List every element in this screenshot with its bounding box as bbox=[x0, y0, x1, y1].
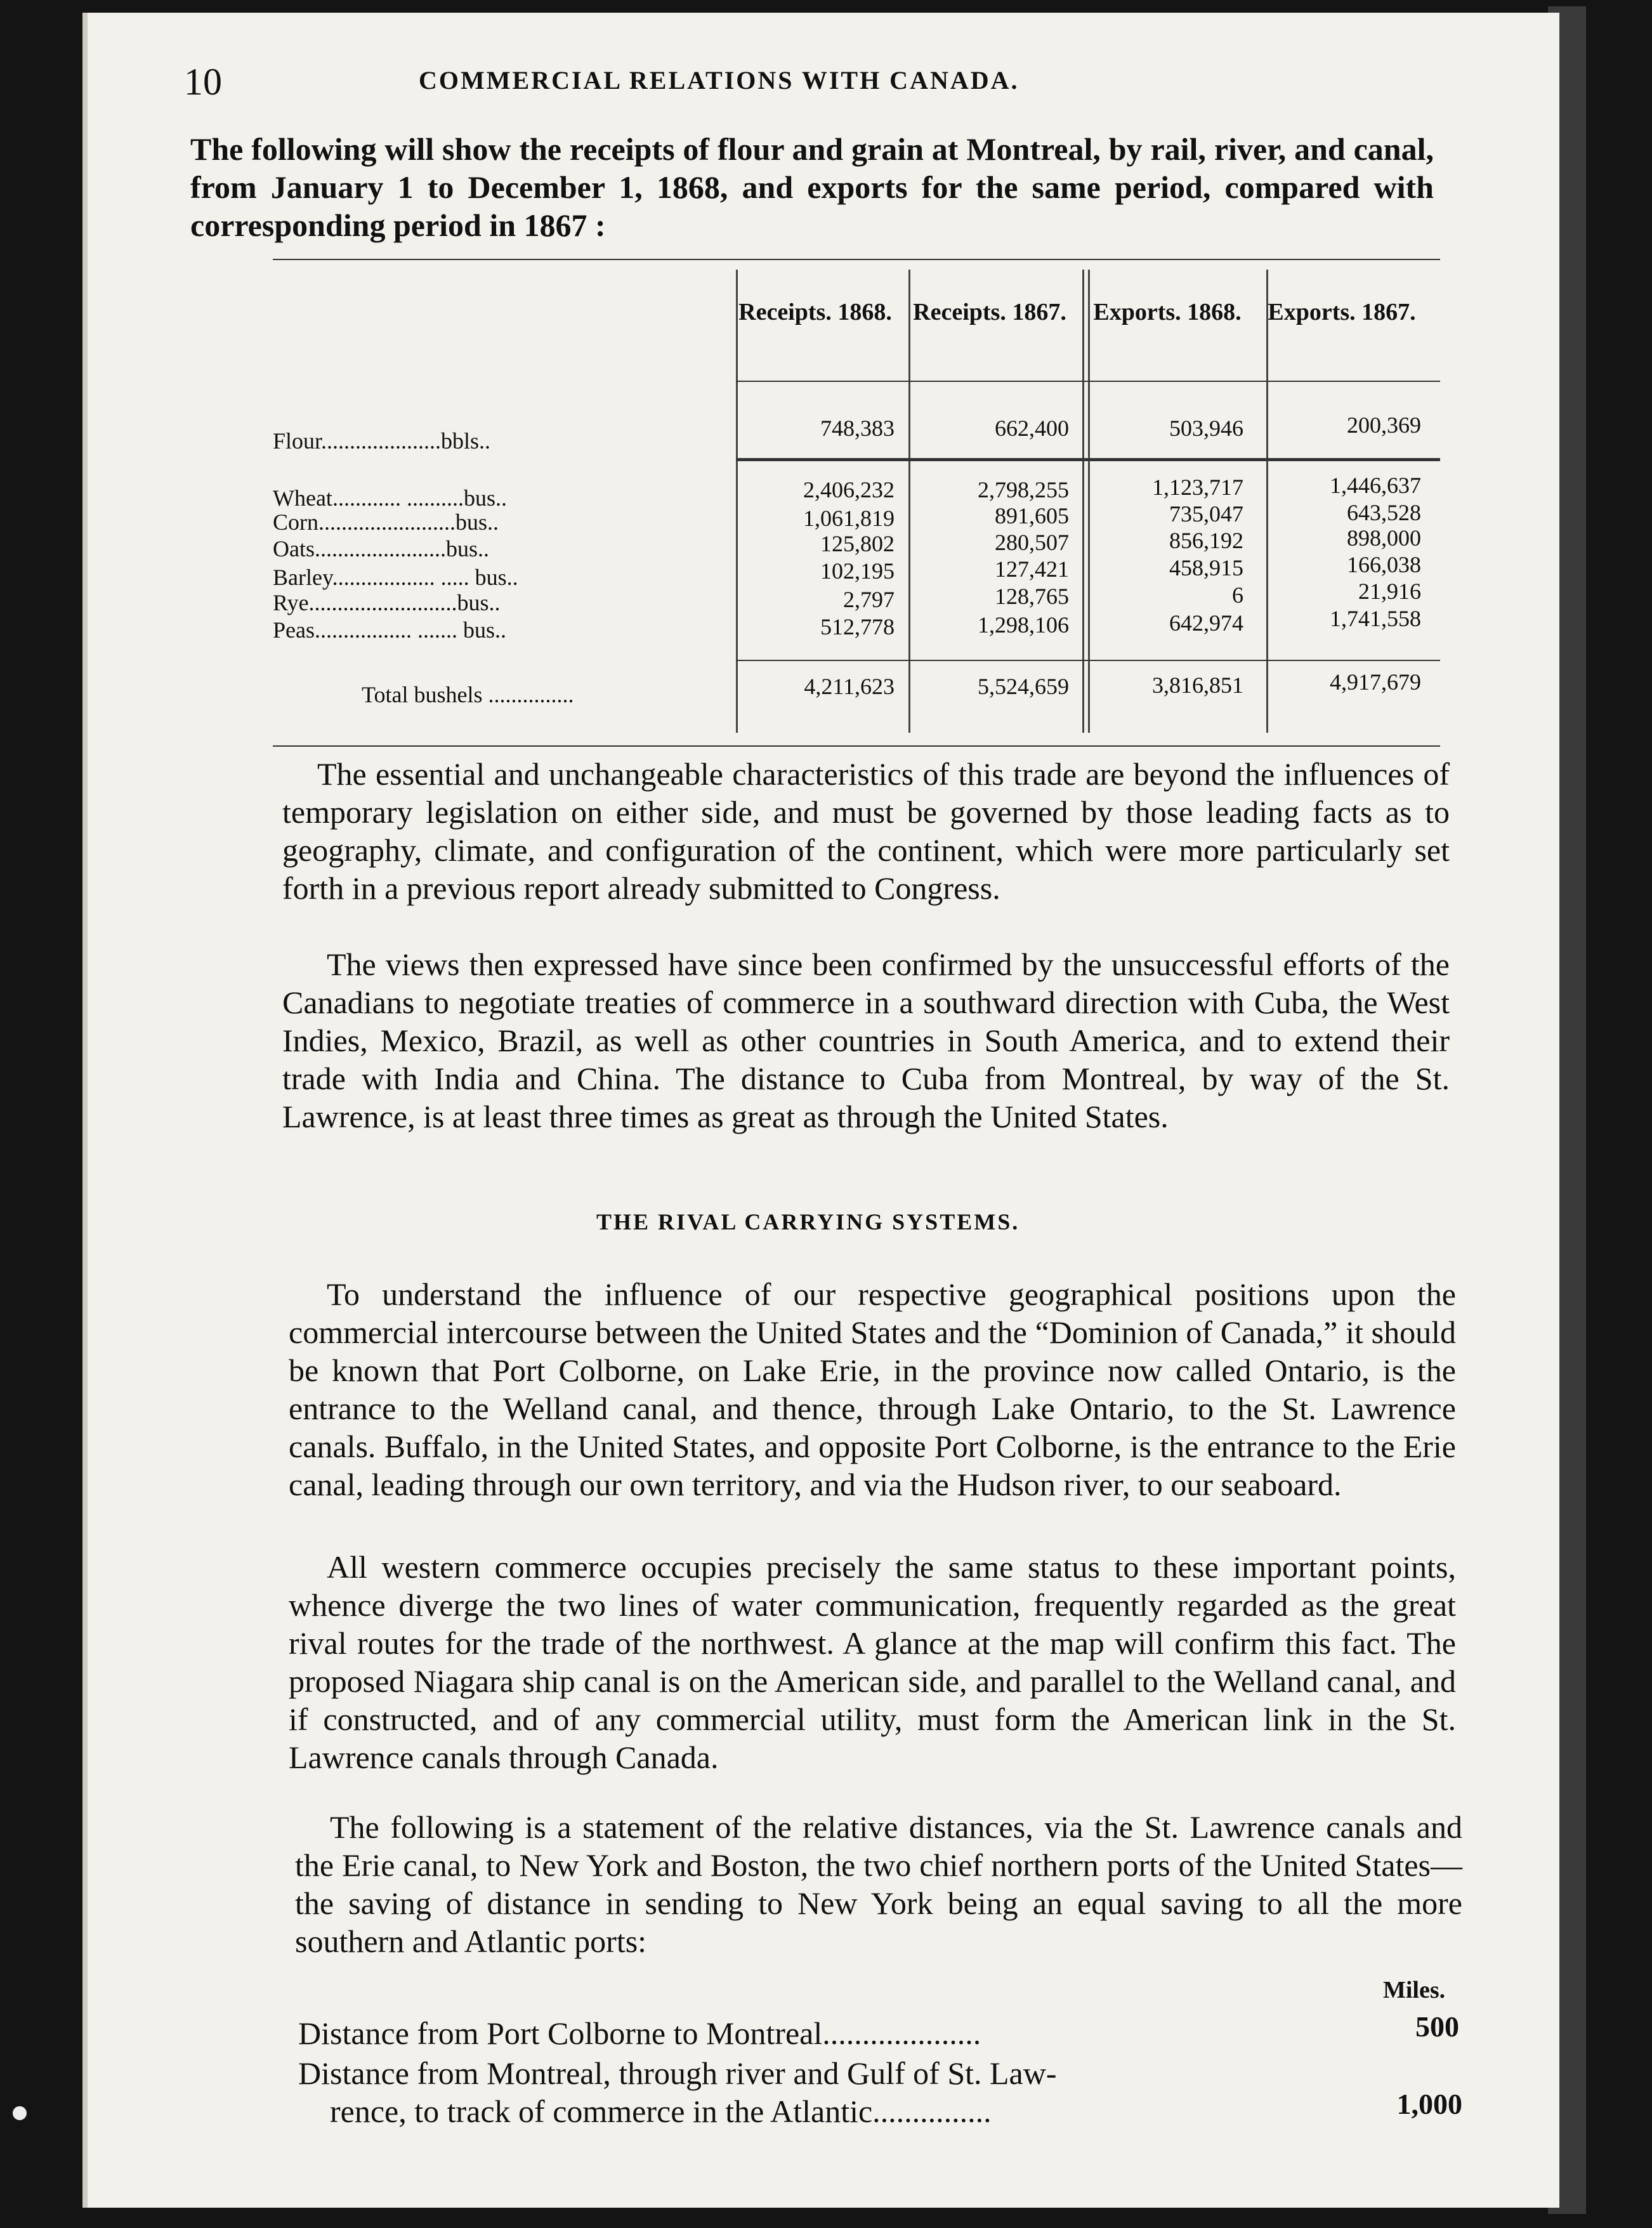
table-cell: 891,605 bbox=[995, 503, 1069, 528]
table-cell: 735,047 bbox=[1169, 501, 1243, 527]
table-cell: 856,192 bbox=[1169, 528, 1243, 553]
body-paragraph: All western commerce occupies precisely the same status to these important points, whence diverge the two lines of water communication, frequently regarded as the great rival routes for the trade of the northwest. A glance at the map will confirm this fact. The proposed Niagara ship canal is on the American side, and parallel to the Welland canal, and if constructed, and of any commercial utility, must form the American link in the St. Lawrence canals through Canada. bbox=[289, 1549, 1456, 1775]
table-cell: 2,406,232 bbox=[803, 477, 895, 502]
distance-label: rence, to track of commerce in the Atlantic............... bbox=[330, 2094, 992, 2129]
distance-label: Distance from Montreal, through river and Gulf of St. Law- bbox=[298, 2055, 1057, 2091]
total-rule bbox=[736, 660, 1440, 661]
body-paragraph: The views then expressed have since been confirmed by the unsuccessful efforts of the Canadians to negotiate treaties of commerce in a southward direction with Cuba, the West Indies, Mexico, Brazil, as well as other countries in South America, and to extend their trade with India and China. The distance to Cuba from Montreal, by way of the St. Lawrence, is at least three times as great as through the United States. bbox=[282, 947, 1450, 1134]
table-cell: 21,916 bbox=[1358, 579, 1421, 604]
column-header: Receipts. 1868. bbox=[738, 299, 892, 325]
table-cell: 6 bbox=[1232, 582, 1243, 608]
table-cell: 3,816,851 bbox=[1152, 672, 1243, 698]
row-label: Peas................. ....... bus.. bbox=[273, 617, 506, 643]
table-bottom-rule bbox=[273, 745, 1440, 747]
table-cell: 125,802 bbox=[820, 531, 895, 556]
table-cell: 1,061,819 bbox=[803, 506, 895, 531]
header-rule bbox=[736, 381, 1440, 382]
row-label: Wheat............ ..........bus.. bbox=[273, 485, 507, 511]
table-cell: 1,446,637 bbox=[1330, 473, 1421, 498]
table-cell: 503,946 bbox=[1169, 416, 1243, 441]
scan-spot bbox=[13, 2106, 27, 2120]
distance-value: 500 bbox=[1415, 2010, 1459, 2043]
page-header bbox=[184, 60, 1307, 105]
table-cell: 1,298,106 bbox=[978, 612, 1069, 638]
column-header: Receipts. 1867. bbox=[913, 299, 1066, 325]
table-cell: 102,195 bbox=[820, 558, 895, 584]
table-cell: 748,383 bbox=[820, 416, 895, 441]
table-cell: 2,798,255 bbox=[978, 477, 1069, 502]
table-cell: 200,369 bbox=[1347, 412, 1421, 438]
table-cell: 280,507 bbox=[995, 530, 1069, 555]
table-cell: 512,778 bbox=[820, 614, 895, 639]
flour-rule bbox=[736, 458, 1440, 461]
intro-paragraph: The following will show the receipts of flour and grain at Montreal, by rail, river, and canal, from January 1 to December 1, 1868, and exports for the same period, compared with corresponding period in 1867 : bbox=[190, 131, 1434, 243]
row-label: Oats.......................bus.. bbox=[273, 536, 489, 561]
running-title: COMMERCIAL RELATIONS WITH CANADA. bbox=[419, 66, 1019, 95]
body-paragraph: The following is a statement of the relative distances, via the St. Lawrence canals and the Erie canal, to New York and Boston, the two chief northern ports of the United States—the saving of distance in sending to New York being an equal saving to all the more southern and Atlantic ports: bbox=[295, 1809, 1462, 1959]
distance-label: Distance from Port Colborne to Montreal.................... bbox=[298, 2015, 981, 2051]
table-cell: 643,528 bbox=[1347, 500, 1421, 525]
table-cell: 1,741,558 bbox=[1330, 606, 1421, 631]
table-cell: 128,765 bbox=[995, 584, 1069, 609]
column-header: Exports. 1868. bbox=[1093, 299, 1242, 325]
table-cell: 662,400 bbox=[995, 416, 1069, 441]
table-cell: 4,211,623 bbox=[804, 674, 895, 699]
row-label: Flour.....................bbls.. bbox=[273, 428, 491, 454]
table-cell: 2,797 bbox=[843, 587, 895, 612]
table-top-rule bbox=[273, 259, 1440, 260]
column-header: Exports. 1867. bbox=[1268, 299, 1416, 325]
row-label: Corn........................bus.. bbox=[273, 509, 499, 535]
row-label: Rye..........................bus.. bbox=[273, 590, 501, 615]
row-label: Total bushels ............... bbox=[362, 682, 574, 707]
body-paragraph: The essential and unchangeable characteristics of this trade are beyond the influences of temporary legislation on either side, and must be governed by those leading facts as to geography, climate, and configuration of the continent, which were more particularly set forth in a previous report already submitted to Congress. bbox=[282, 756, 1450, 906]
table-cell: 4,917,679 bbox=[1330, 669, 1421, 695]
table-cell: 166,038 bbox=[1347, 552, 1421, 577]
body-paragraph: To understand the influence of our respective geographical positions upon the commercial intercourse between the United States and the “Dominion of Canada,” it should be known that Port Colborne, on Lake Erie, in the province now called Ontario, is the entrance to the Welland canal, and thence, through Lake Ontario, to the St. Lawrence canals. Buffalo, in the United States, and opposite Port Colborne, is the entrance to the Erie canal, leading through our own territory, and via the Hudson river, to our seaboard. bbox=[289, 1276, 1456, 1502]
table-cell: 5,524,659 bbox=[978, 674, 1069, 699]
row-label: Barley.................. ..... bus.. bbox=[273, 565, 518, 590]
table-cell: 127,421 bbox=[995, 556, 1069, 582]
miles-header: Miles. bbox=[1383, 1977, 1446, 2003]
distance-value: 1,000 bbox=[1396, 2088, 1462, 2120]
table-cell: 1,123,717 bbox=[1152, 475, 1243, 500]
table-cell: 898,000 bbox=[1347, 525, 1421, 551]
table-cell: 458,915 bbox=[1169, 555, 1243, 580]
section-title: THE RIVAL CARRYING SYSTEMS. bbox=[596, 1209, 1020, 1235]
table-cell: 642,974 bbox=[1169, 610, 1243, 636]
page-number: 10 bbox=[184, 61, 222, 103]
